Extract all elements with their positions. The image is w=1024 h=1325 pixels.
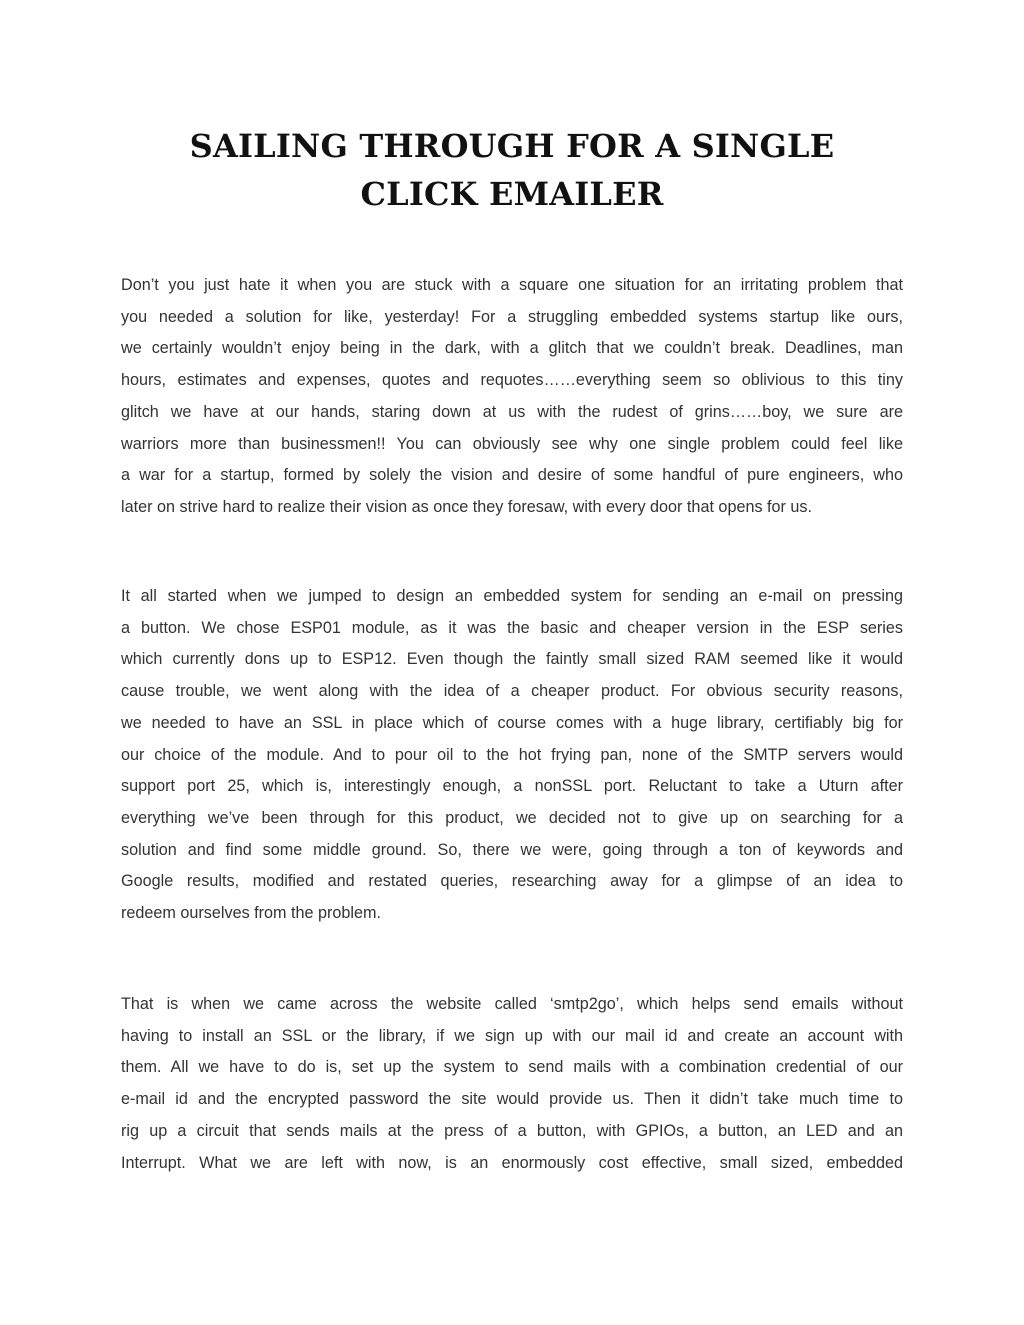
paragraph-3: [121, 989, 903, 1179]
paragraph-line: Google results, modified and restated queries, researching away for a glimpse of an idea to: [121, 872, 903, 891]
paragraph-line: rig up a circuit that sends mails at the press of a button, with GPIOs, a button, an LED and an: [121, 1121, 903, 1140]
paragraph-line: you needed a solution for like, yesterday! For a struggling embedded systems startup like ours,: [121, 307, 903, 326]
title-line: CLICK EMAILER: [360, 175, 664, 213]
document-title: [120, 122, 904, 218]
paragraph-1: [121, 270, 903, 524]
paragraph-line: everything we’ve been through for this product, we decided not to give up on searching for a: [121, 808, 903, 827]
paragraph-2: [121, 581, 903, 930]
paragraph-line: It all started when we jumped to design an embedded system for sending an e-mail on pressing: [121, 587, 903, 605]
paragraph-line: glitch we have at our hands, staring down at us with the rudest of grins……boy, we sure are: [121, 402, 903, 421]
paragraph-line: redeem ourselves from the problem.: [121, 904, 382, 923]
paragraph-line: them. All we have to do is, set up the system to send mails with a combination credential of our: [121, 1058, 903, 1077]
title-line: SAILING THROUGH FOR A SINGLE: [189, 127, 835, 165]
paragraph-line: That is when we came across the website called ‘smtp2go’, which helps send emails without: [121, 995, 903, 1013]
paragraph-line: later on strive hard to realize their vision as once they foresaw, with every door that opens for us.: [121, 497, 813, 516]
paragraph-line: we needed to have an SSL in place which of course comes with a huge library, certifiably big for: [121, 713, 903, 732]
paragraph-line: cause trouble, we went along with the idea of a cheaper product. For obvious security reasons,: [121, 682, 903, 701]
paragraph-line: Don’t you just hate it when you are stuck with a square one situation for an irritating problem that: [121, 276, 903, 294]
paragraph-line: our choice of the module. And to pour oil to the hot frying pan, none of the SMTP servers would: [121, 745, 903, 764]
paragraph-line: e-mail id and the encrypted password the site would provide us. Then it didn’t take much time to: [121, 1090, 903, 1109]
paragraph-line: which currently dons up to ESP12. Even though the faintly small sized RAM seemed like it would: [121, 650, 903, 669]
paragraph-line: hours, estimates and expenses, quotes and requotes……everything seem so oblivious to this tiny: [121, 371, 903, 390]
paragraph-line: we certainly wouldn’t enjoy being in the dark, with a glitch that we couldn’t break. Deadlines, man: [121, 339, 903, 358]
paragraph-line: having to install an SSL or the library, if we sign up with our mail id and create an account with: [121, 1026, 903, 1045]
paragraph-line: warriors more than businessmen!! You can obviously see why one single problem could feel like: [121, 434, 903, 453]
paragraph-line: Interrupt. What we are left with now, is an enormously cost effective, small sized, embedded: [121, 1153, 903, 1172]
paragraph-line: a button. We chose ESP01 module, as it was the basic and cheaper version in the ESP series: [121, 618, 903, 637]
paragraph-line: solution and find some middle ground. So, there we were, going through a ton of keywords and: [121, 840, 903, 859]
paragraph-line: support port 25, which is, interestingly enough, a nonSSL port. Reluctant to take a Uturn after: [121, 777, 903, 796]
paragraph-line: a war for a startup, formed by solely the vision and desire of some handful of pure engineers, who: [121, 466, 903, 485]
